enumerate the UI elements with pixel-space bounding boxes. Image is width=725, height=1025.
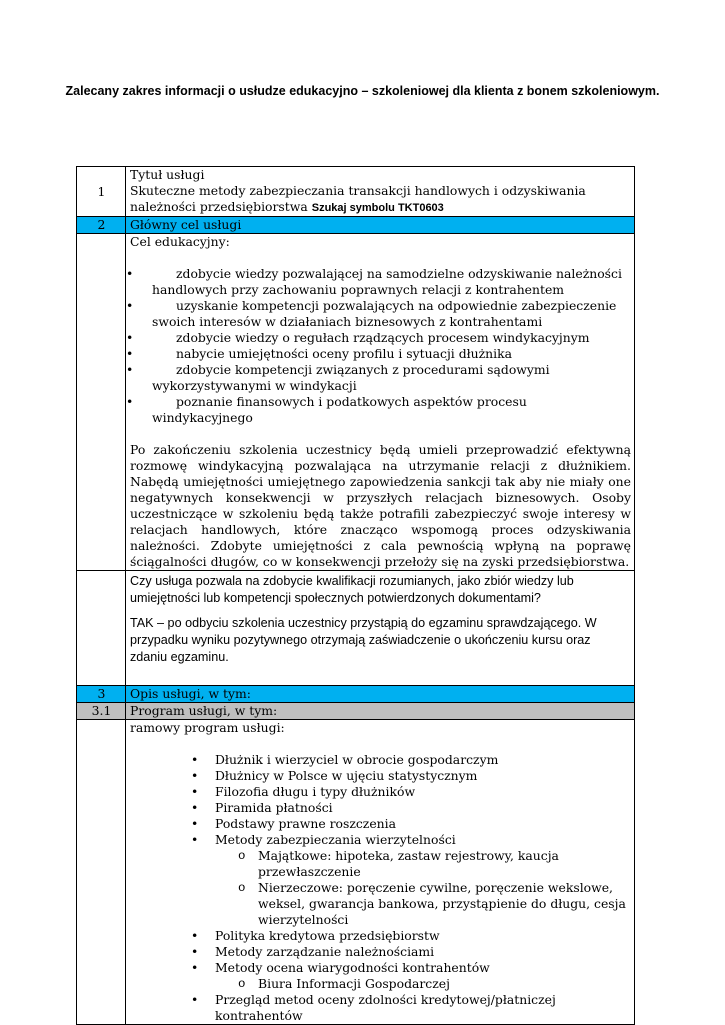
document-heading: Zalecany zakres informacji o usłudze edukacyjno – szkoleniowej dla klienta z bonem szkoleniowym. xyxy=(65,84,660,98)
bullet-icon: • xyxy=(191,992,199,1007)
goal-bullet xyxy=(126,394,631,426)
row-number-1: 1 xyxy=(77,167,126,217)
bullet-icon: • xyxy=(191,928,199,943)
program-item-text: Piramida płatności xyxy=(215,800,333,815)
bullet-icon: • xyxy=(126,298,134,313)
goal-bullet-text: zdobycie kompetencji związanych z procedurami sądowymi wykorzystywanymi w windykacji xyxy=(152,362,550,393)
bullet-icon: • xyxy=(191,784,199,799)
description-label: Opis usługi, w tym: xyxy=(126,686,635,703)
credit-sub-list xyxy=(215,976,631,992)
row-number-2: 2 xyxy=(77,217,126,234)
bullet-icon: • xyxy=(191,944,199,959)
goal-bullet xyxy=(126,298,631,330)
bullet-icon: • xyxy=(191,960,199,975)
service-title-text xyxy=(130,183,631,216)
sub-item xyxy=(238,976,631,992)
sub-item-text: Biura Informacji Gospodarczej xyxy=(258,976,450,991)
sub-item xyxy=(238,880,631,928)
bullet-icon: • xyxy=(126,362,134,377)
program-item xyxy=(191,784,631,800)
goal-bullet-text: zdobycie wiedzy pozwalającej na samodzielne odzyskiwanie należności handlowych przy zachowaniu poprawnych relacji z kontrahentem xyxy=(152,266,622,297)
sub-item-text: Majątkowe: hipoteka, zastaw rejestrowy, kaucja przewłaszczenie xyxy=(258,848,559,879)
program-item xyxy=(191,816,631,832)
goal-bullet-text: uzyskanie kompetencji pozwalających na odpowiednie zabezpieczenie swoich interesów w działaniach biznesowych z kontrahentami xyxy=(152,298,617,329)
qualification-cell xyxy=(126,571,635,686)
program-label: Program usługi, w tym: xyxy=(126,703,635,720)
qualification-answer: TAK – po odbyciu szkolenia uczestnicy przystąpią do egzaminu sprawdzającego. W przypadku wyniku pozytywnego otrzymają zaświadczenie o ukończeniu kursu oraz zdaniu egzaminu. xyxy=(130,616,597,664)
goal-bullet-text: nabycie umiejętności oceny profilu i sytuacji dłużnika xyxy=(176,346,512,361)
service-title-cell xyxy=(126,167,635,217)
goal-content-cell xyxy=(126,234,635,571)
goal-bullet xyxy=(126,346,631,362)
program-row xyxy=(77,703,635,720)
program-item-text: Dłużnik i wierzyciel w obrocie gospodarczym xyxy=(215,752,499,767)
program-intro: ramowy program usługi: xyxy=(130,720,285,735)
goal-bullet-list xyxy=(126,266,631,426)
security-sub-list xyxy=(215,848,631,928)
program-item-text: Podstawy prawne roszczenia xyxy=(215,816,396,831)
title-row xyxy=(77,167,635,217)
row-number-3-1: 3.1 xyxy=(77,703,126,720)
goal-bullet-text: poznanie finansowych i podatkowych aspektów procesu windykacyjnego xyxy=(152,394,527,425)
goal-summary: Po zakończeniu szkolenia uczestnicy będą umieli przeprowadzić efektywną rozmowę windykacyjną pozwalająca na utrzymanie relacji z dłużnikiem. Nabędą umiejętności umiejętnego zapowiedzenia sankcji tak aby nie miały one negatywnych konsekwencji w przyszłych relacjach biznesowych. Osoby uczestniczące w szkoleniu będą także potrafili zabezpieczyć swoje interesy w relacjach handlowych, które znacząco wspomogą proces odzyskiwania należności. Zdobyte umiejętności z cala pewnością wpłyną na poprawę ściągalności długów, co w konsekwencji przełoży się na zyski przedsiębiorstwa. xyxy=(130,442,631,569)
goal-bullet xyxy=(126,362,631,394)
program-list xyxy=(130,752,631,1024)
bullet-icon: • xyxy=(191,832,199,847)
empty-number-cell xyxy=(77,234,126,571)
program-item xyxy=(191,768,631,784)
sub-item xyxy=(238,848,631,880)
circle-bullet-icon: o xyxy=(238,977,246,991)
program-item-text: Metody ocena wiarygodności kontrahentów xyxy=(215,960,490,975)
main-goal-row xyxy=(77,217,635,234)
qualification-question: Czy usługa pozwala na zdobycie kwalifikacji rozumianych, jako zbiór wiedzy lub umiejętności lub kompetencji społecznych potwierdzonych dokumentami? xyxy=(130,574,574,605)
service-info-table xyxy=(76,166,635,1025)
program-item xyxy=(191,832,631,928)
program-item-text: Metody zarządzanie należnościami xyxy=(215,944,435,959)
bullet-icon: • xyxy=(191,752,199,767)
bullet-icon: • xyxy=(191,800,199,815)
main-goal-label: Główny cel usługi xyxy=(126,217,635,234)
program-content-cell xyxy=(126,720,635,1025)
program-content-row xyxy=(77,720,635,1025)
goal-bullet xyxy=(126,330,631,346)
bullet-icon: • xyxy=(126,394,134,409)
bullet-icon: • xyxy=(126,330,134,345)
program-item xyxy=(191,752,631,768)
program-item xyxy=(191,992,631,1024)
program-item-text: Metody zabezpieczania wierzytelności xyxy=(215,832,456,847)
goal-bullet-text: zdobycie wiedzy o regułach rządzących procesem windykacyjnym xyxy=(176,330,590,345)
sub-item-text: Nierzeczowe: poręczenie cywilne, poręczenie wekslowe, weksel, gwarancja bankowa, przystąpienie do długu, cesja wierzytelności xyxy=(258,880,626,927)
service-title-label: Tytuł usługi xyxy=(130,167,205,182)
program-item-text: Polityka kredytowa przedsiębiorstw xyxy=(215,928,440,943)
row-number-3: 3 xyxy=(77,686,126,703)
empty-number-cell xyxy=(77,720,126,1025)
symbol-tag: Szukaj symbolu TKT0603 xyxy=(311,202,444,214)
bullet-icon: • xyxy=(126,266,134,281)
program-item xyxy=(191,928,631,944)
circle-bullet-icon: o xyxy=(238,849,246,863)
goal-content-row xyxy=(77,234,635,571)
goal-intro: Cel edukacyjny: xyxy=(130,234,230,249)
goal-bullet xyxy=(126,266,631,298)
bullet-icon: • xyxy=(126,346,134,361)
bullet-icon: • xyxy=(191,768,199,783)
program-item xyxy=(191,800,631,816)
description-row xyxy=(77,686,635,703)
program-item-text: Filozofia długu i typy dłużników xyxy=(215,784,416,799)
circle-bullet-icon: o xyxy=(238,881,246,895)
qualification-row xyxy=(77,571,635,686)
service-title-value: Skuteczne metody zabezpieczania transakcji handlowych i odzyskiwania należności przedsiębiorstwa xyxy=(130,183,586,214)
program-item-text: Przegląd metod oceny zdolności kredytowej/płatniczej kontrahentów xyxy=(215,992,556,1023)
program-item xyxy=(191,944,631,960)
program-item-text: Dłużnicy w Polsce w ujęciu statystycznym xyxy=(215,768,478,783)
bullet-icon: • xyxy=(191,816,199,831)
empty-number-cell xyxy=(77,571,126,686)
program-item xyxy=(191,960,631,992)
